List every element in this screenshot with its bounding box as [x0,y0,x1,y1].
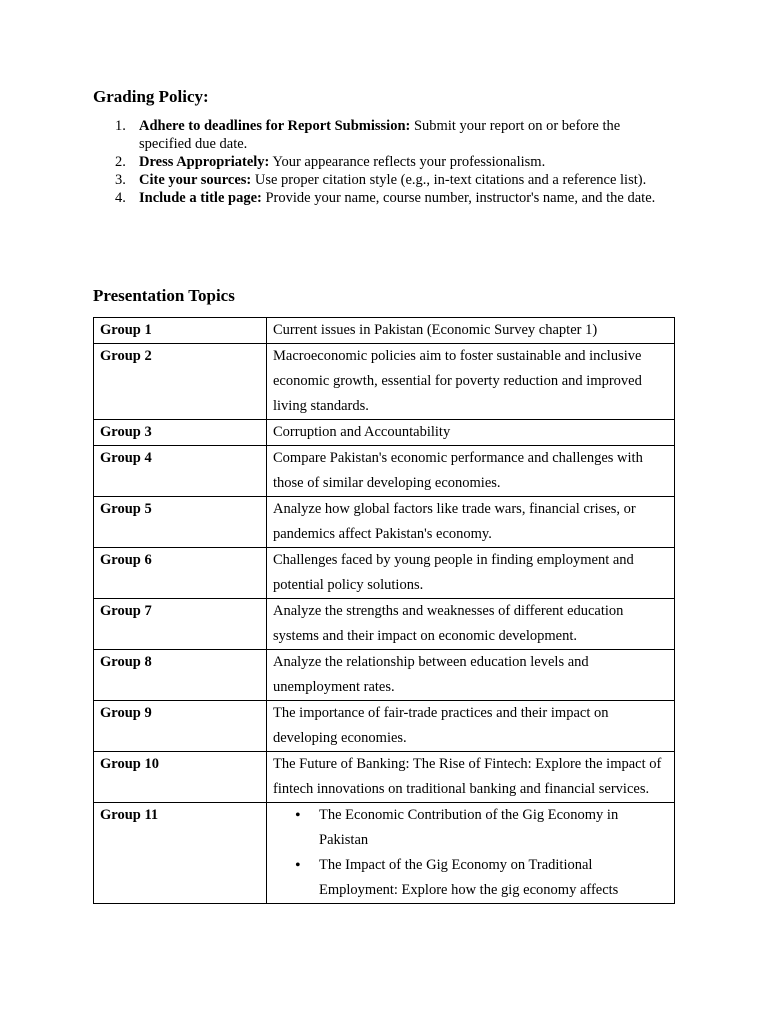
presentation-topics-heading: Presentation Topics [93,286,235,305]
policy-item [93,153,673,171]
group-cell: Group 7 [94,599,267,650]
topic-cell: Analyze the strengths and weaknesses of different education systems and their impact on economic development. [267,599,675,650]
group-cell: Group 10 [94,752,267,803]
policy-item-number: 2. [115,154,126,170]
group-cell: Group 2 [94,344,267,420]
group-cell: Group 4 [94,446,267,497]
policy-item-title: Adhere to deadlines for Report Submission: [139,118,411,134]
group-cell: Group 8 [94,650,267,701]
policy-item-text: Your appearance reflects your professionalism. [269,154,546,170]
table-row [94,650,675,701]
topic-bullet-item: • The Impact of the Gig Economy on Traditional Employment: Explore how the gig economy affects [273,853,668,903]
group-cell: Group 9 [94,701,267,752]
group-cell: Group 5 [94,497,267,548]
topic-cell: Analyze how global factors like trade wars, financial crises, or pandemics affect Pakistan's economy. [267,497,675,548]
topics-table [93,317,675,904]
policy-item-title: Include a title page: [139,190,262,206]
table-row [94,420,675,446]
policy-item-text: Use proper citation style (e.g., in-text citations and a reference list). [251,172,647,188]
table-row [94,548,675,599]
policy-item-title: Cite your sources: [139,172,252,188]
grading-policy-list [93,117,673,207]
topic-bullet-item: • The Economic Contribution of the Gig Economy in Pakistan [273,803,668,853]
group-cell: Group 1 [94,318,267,344]
grading-policy-heading: Grading Policy: [93,87,209,106]
group-cell: Group 3 [94,420,267,446]
table-row [94,318,675,344]
topic-cell: The Future of Banking: The Rise of Fintech: Explore the impact of fintech innovations on traditional banking and financial services. [267,752,675,803]
table-row [94,701,675,752]
policy-item-text: Submit your report on or before the specified due date. [139,118,621,152]
policy-item [93,117,673,153]
topic-bullet-list [273,803,668,903]
topic-cell: Challenges faced by young people in finding employment and potential policy solutions. [267,548,675,599]
topic-cell: Compare Pakistan's economic performance and challenges with those of similar developing economies. [267,446,675,497]
topic-cell [267,803,675,904]
table-row [94,344,675,420]
topic-cell: Corruption and Accountability [267,420,675,446]
policy-item-number: 4. [115,190,126,206]
policy-item-number: 1. [115,118,126,134]
topic-cell: The importance of fair-trade practices and their impact on developing economies. [267,701,675,752]
policy-item-title: Dress Appropriately: [139,154,270,170]
policy-item [93,171,673,189]
topic-cell: Macroeconomic policies aim to foster sustainable and inclusive economic growth, essential for poverty reduction and improved living standards. [267,344,675,420]
table-row [94,803,675,904]
group-cell: Group 6 [94,548,267,599]
table-row [94,446,675,497]
table-row [94,497,675,548]
policy-item [93,189,673,207]
group-cell: Group 11 [94,803,267,904]
topic-cell: Analyze the relationship between education levels and unemployment rates. [267,650,675,701]
table-row [94,752,675,803]
table-row [94,599,675,650]
topic-cell: Current issues in Pakistan (Economic Survey chapter 1) [267,318,675,344]
policy-item-number: 3. [115,172,126,188]
policy-item-text: Provide your name, course number, instructor's name, and the date. [261,190,656,206]
